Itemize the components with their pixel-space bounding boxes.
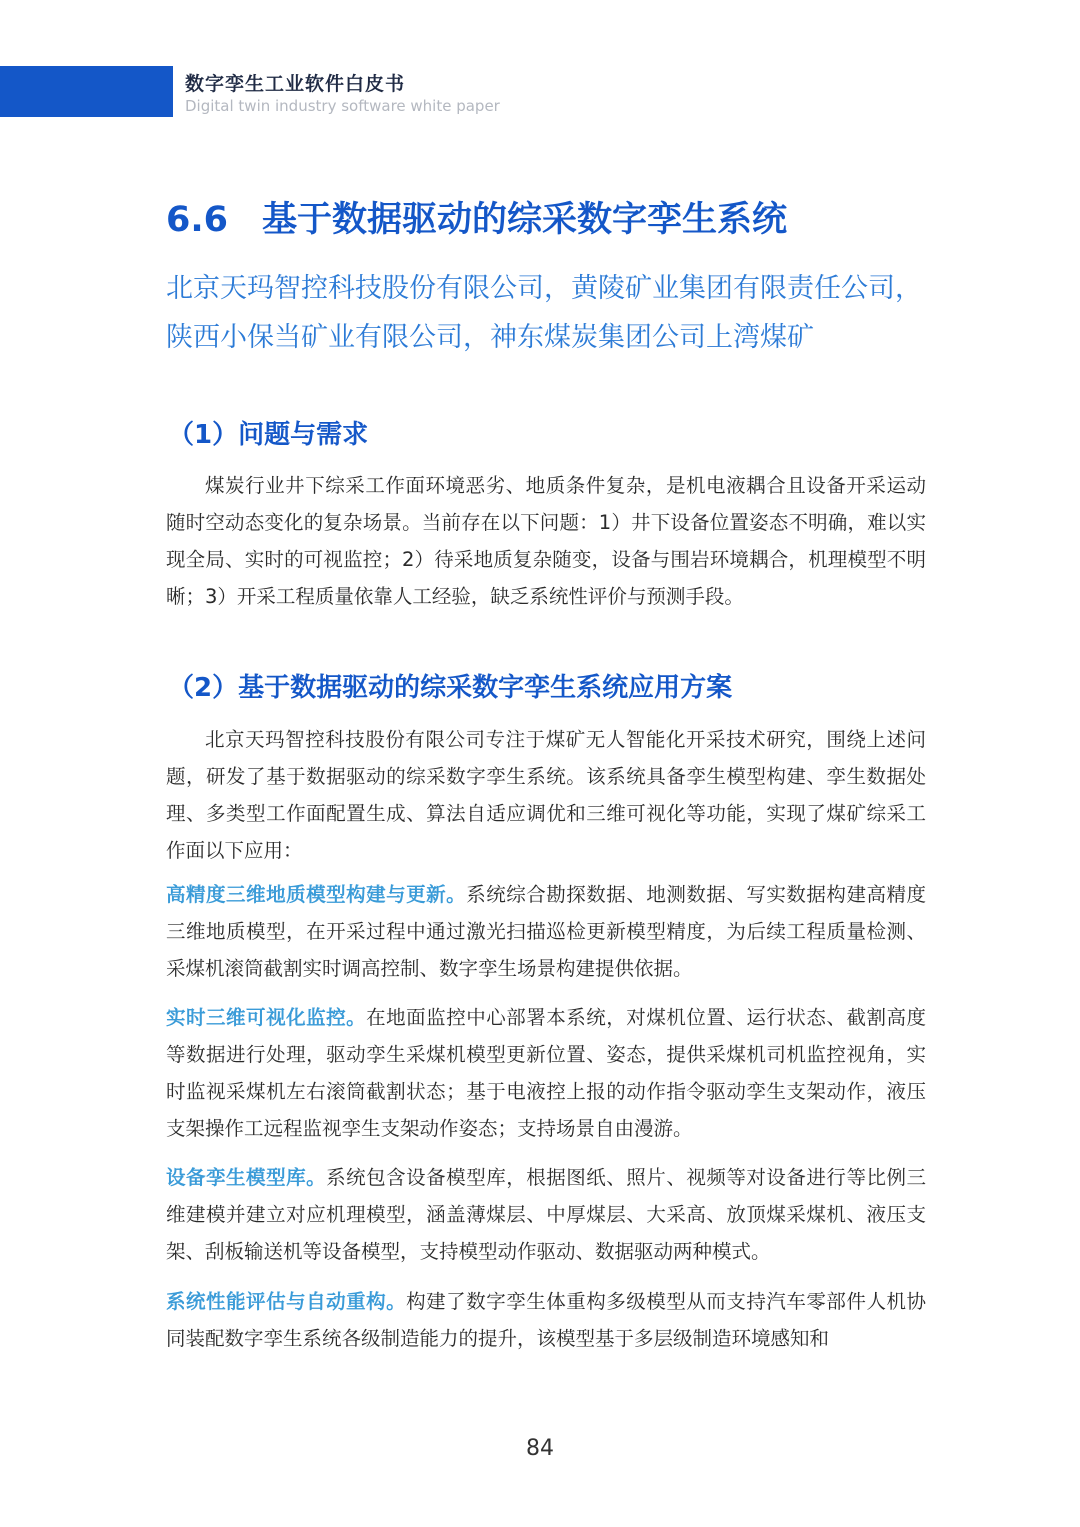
subsection-heading-problem: （1）问题与需求 <box>168 420 369 450</box>
header-title-en: Digital twin industry software white paper <box>185 97 500 115</box>
subsection-heading-solution: （2）基于数据驱动的综采数字孪生系统应用方案 <box>168 673 733 703</box>
feature-text: 构建了数字孪生体重构多级模型从而支持汽车零部件人机协同装配数字孪生系统各级制造能力的提升，该模型基于多层级制造环境感知和 <box>166 1290 926 1350</box>
companies-line-1: 北京天玛智控科技股份有限公司，黄陵矿业集团有限责任公司， <box>166 273 922 304</box>
companies-line-2: 陕西小保当矿业有限公司，神东煤炭集团公司上湾煤矿 <box>166 322 814 353</box>
feature-lead: 实时三维可视化监控。 <box>166 1006 367 1029</box>
section-title <box>166 192 787 242</box>
feature-lead: 高精度三维地质模型构建与更新。 <box>166 883 467 906</box>
feature-lead: 设备孪生模型库。 <box>166 1166 327 1189</box>
solution-paragraph: 北京天玛智控科技股份有限公司专注于煤矿无人智能化开采技术研究，围绕上述问题，研发了基于数据驱动的综采数字孪生系统。该系统具备孪生模型构建、孪生数据处理、多类型工作面配置生成、算法自适应调优和三维可视化等功能，实现了煤矿综采工作面以下应用： <box>166 728 926 862</box>
page-number: 84 <box>526 1436 554 1461</box>
feature-paragraph-geology-model <box>166 876 926 987</box>
section-number: 6.6 <box>166 200 229 240</box>
feature-text: 系统包含设备模型库，根据图纸、照片、视频等对设备进行等比例三维建模并建立对应机理模型，涵盖薄煤层、中厚煤层、大采高、放顶煤采煤机、液压支架、刮板输送机等设备模型，支持模型动作驱动、数据驱动两种模式。 <box>166 1166 926 1263</box>
section-title-text: 基于数据驱动的综采数字孪生系统 <box>262 200 788 240</box>
feature-paragraph-model-library <box>166 1159 926 1270</box>
header-title-cn: 数字孪生工业软件白皮书 <box>185 73 406 95</box>
feature-lead: 系统性能评估与自动重构。 <box>166 1290 407 1313</box>
feature-text: 在地面监控中心部署本系统，对煤机位置、运行状态、截割高度等数据进行处理，驱动孪生采煤机模型更新位置、姿态，提供采煤机司机监控视角，实时监视采煤机左右滚筒截割状态；基于电液控上报的动作指令驱动孪生支架动作，液压支架操作工远程监视孪生支架动作姿态；支持场景自由漫游。 <box>166 1006 926 1140</box>
feature-text: 系统综合勘探数据、地测数据、写实数据构建高精度三维地质模型，在开采过程中通过激光扫描巡检更新模型精度，为后续工程质量检测、采煤机滚筒截割实时调高控制、数字孪生场景构建提供依据。 <box>166 883 926 980</box>
feature-paragraph-visual-monitoring <box>166 999 926 1147</box>
feature-paragraph-performance-evaluation <box>166 1283 926 1357</box>
header-accent-bar <box>0 66 173 117</box>
problem-paragraph: 煤炭行业井下综采工作面环境恶劣、地质条件复杂，是机电液耦合且设备开采运动随时空动态变化的复杂场景。当前存在以下问题：1）井下设备位置姿态不明确，难以实现全局、实时的可视监控；2）待采地质复杂随变，设备与围岩环境耦合，机理模型不明晰；3）开采工程质量依靠人工经验，缺乏系统性评价与预测手段。 <box>166 474 926 608</box>
